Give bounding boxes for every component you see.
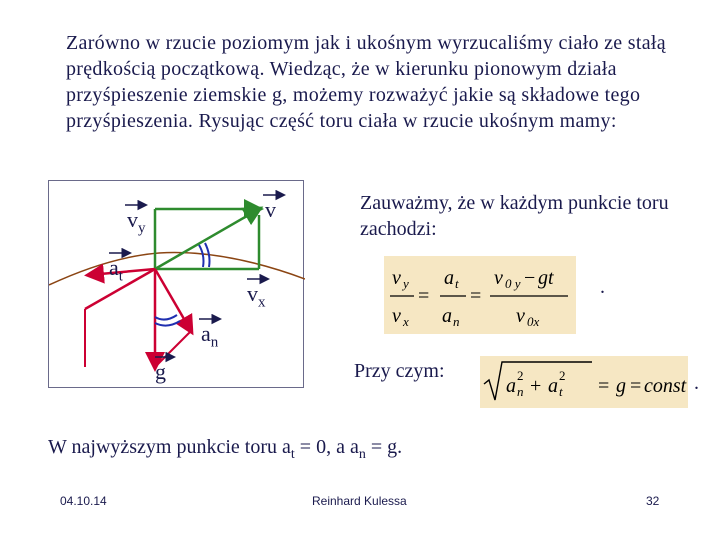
svg-text:v: v [392, 305, 401, 327]
formula-2-terminator: . [694, 372, 699, 394]
svg-text:const: const [644, 375, 687, 397]
svg-text:g: g [616, 375, 626, 397]
przy-czym-label: Przy czym: [354, 360, 445, 382]
label-at: $a_t$ [109, 255, 123, 285]
svg-text:y: y [403, 276, 409, 291]
svg-text:a: a [444, 267, 454, 289]
svg-text:n: n [453, 314, 460, 329]
note-text: Zauważmy, że w każdym punkcie toru zachodzi: [360, 192, 669, 240]
svg-text:n: n [517, 384, 524, 399]
footer-date: 04.10.14 [60, 494, 107, 508]
ratio-formula-svg [384, 256, 576, 334]
svg-text:x: x [403, 314, 409, 329]
ratio-formula [384, 256, 576, 334]
projectile-diagram [48, 180, 304, 388]
svg-text:=: = [630, 375, 642, 397]
magnitude-formula [480, 356, 688, 408]
svg-text:−: − [524, 267, 536, 289]
angle-arc-bottom-1 [155, 315, 177, 320]
angle-arc-top-1 [199, 245, 204, 267]
svg-text:a: a [506, 375, 516, 397]
svg-text:=: = [598, 375, 610, 397]
label-vy: $v_y$ [127, 207, 146, 237]
magnitude-formula-svg [480, 356, 688, 408]
svg-text:=: = [418, 285, 430, 307]
svg-text:t: t [455, 276, 459, 291]
svg-text:0x: 0x [527, 314, 540, 329]
svg-text:+: + [530, 375, 542, 397]
an-vector [155, 269, 191, 331]
svg-text:2: 2 [517, 368, 524, 383]
svg-text:t: t [559, 384, 563, 399]
intro-paragraph: Zarówno w rzucie poziomym jak i ukośnym wyrzucaliśmy ciało ze stałą prędkością początkową. Wiedząc, że w kierunku pionowym działa przyśpieszenie ziemskie g, możemy rozważyć jakie są składowe tego przyśpieszenia. Rysując część toru ciała w rzucie ukośnym mamy: [66, 32, 666, 132]
svg-text:v: v [516, 305, 525, 327]
footer-page-number: 32 [646, 494, 660, 508]
svg-text:=: = [470, 285, 482, 307]
svg-text:a: a [442, 305, 452, 327]
svg-text:2: 2 [559, 368, 566, 383]
svg-text:v: v [494, 267, 503, 289]
label-an: $a_n$ [201, 321, 219, 351]
svg-text:v: v [392, 267, 401, 289]
svg-text:0 y: 0 y [505, 276, 521, 291]
label-v: v [265, 197, 276, 222]
angle-arc-bottom-2 [155, 321, 180, 326]
label-vx: $v_x$ [247, 281, 266, 311]
svg-text:gt: gt [538, 267, 554, 289]
label-g: g [155, 359, 166, 384]
conclusion-text: W najwyższym punkcie toru $a_t = 0$, a $a_n = g$. [48, 436, 403, 462]
svg-text:a: a [548, 375, 558, 397]
footer-author: Reinhard Kulessa [312, 494, 407, 508]
formula-1-terminator: . [600, 276, 605, 298]
